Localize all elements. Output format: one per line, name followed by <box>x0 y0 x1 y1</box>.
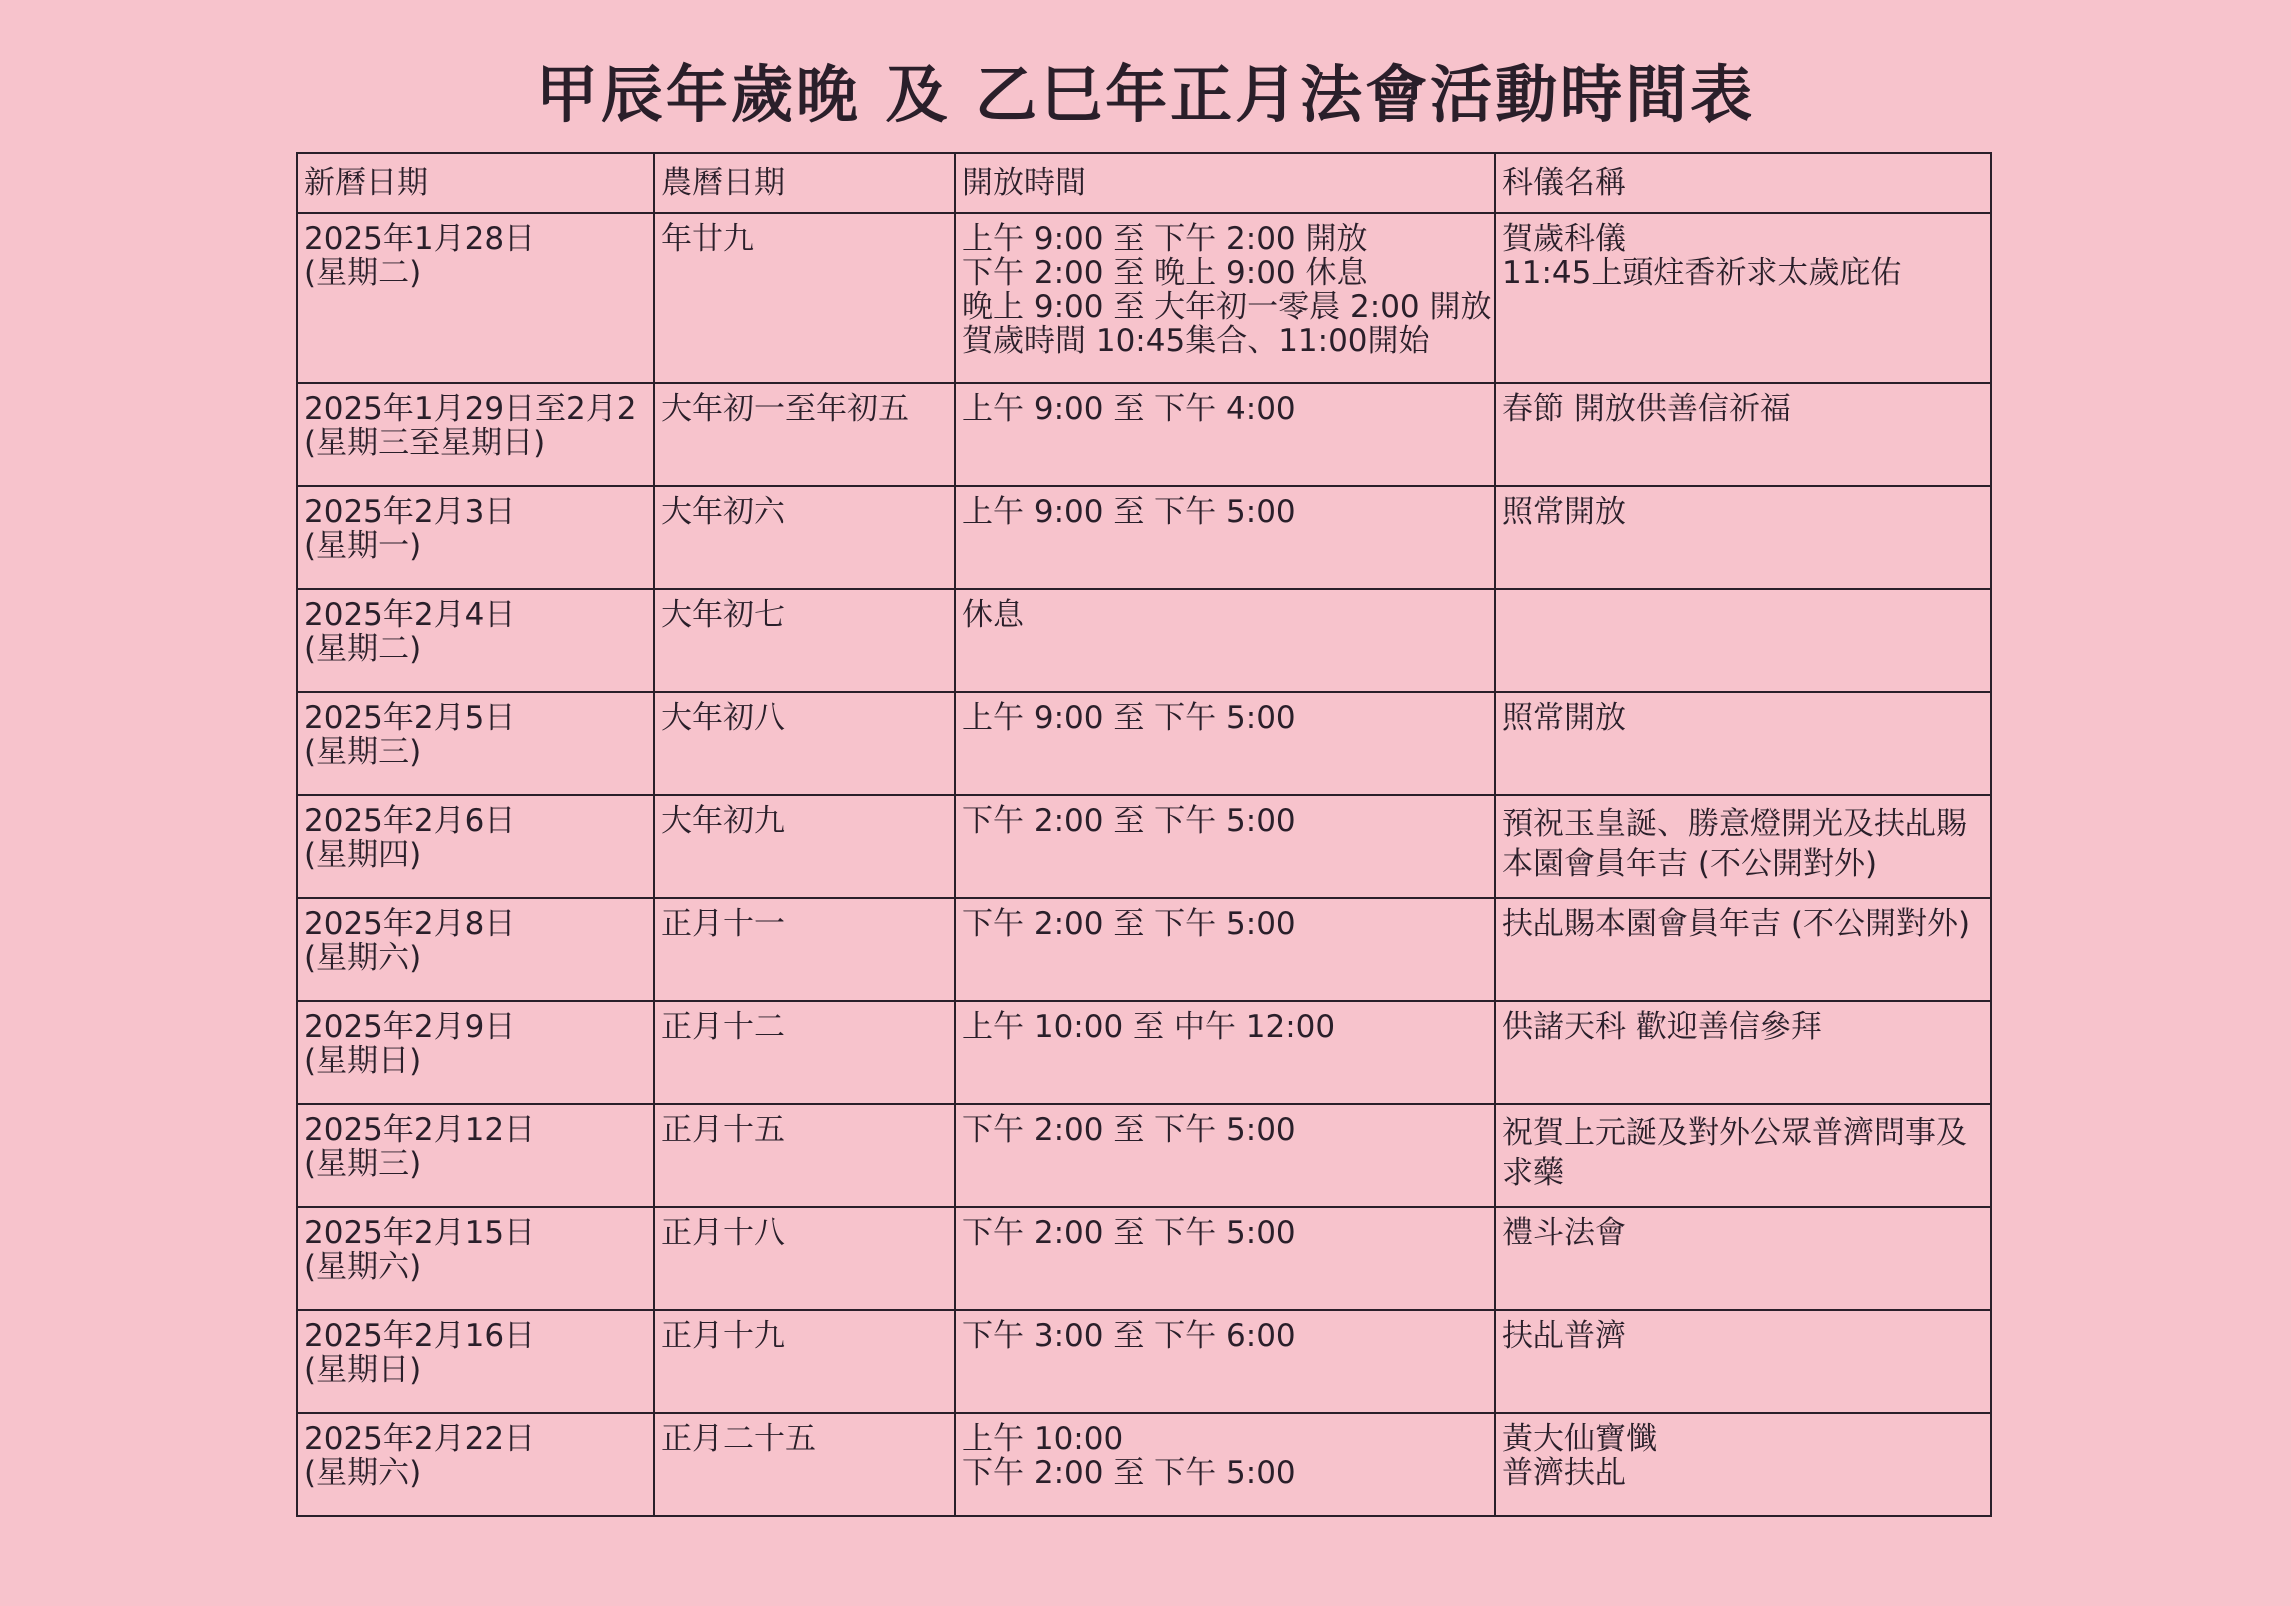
solar-date-cell <box>297 795 654 898</box>
lunar-date: 正月十八 <box>661 1215 785 1251</box>
solar-date: 2025年2月5日 <box>304 700 516 736</box>
ritual-cell <box>1495 213 1991 383</box>
weekday: (星期六) <box>304 1249 422 1285</box>
lunar-date-cell <box>654 1001 955 1104</box>
table-row <box>297 589 1991 692</box>
weekday: (星期一) <box>304 528 422 564</box>
solar-date: 2025年2月3日 <box>304 494 516 530</box>
weekday: (星期三) <box>304 734 422 770</box>
header-lunar-date: 農曆日期 <box>654 153 955 213</box>
solar-date: 2025年1月28日 <box>304 221 536 257</box>
ritual-cell <box>1495 1207 1991 1310</box>
weekday: (星期二) <box>304 631 422 667</box>
table-row <box>297 692 1991 795</box>
lunar-date: 正月二十五 <box>661 1421 816 1457</box>
weekday: (星期日) <box>304 1352 422 1388</box>
ritual-line: 照常開放 <box>1502 494 1626 530</box>
ritual-cell <box>1495 383 1991 486</box>
solar-date-cell <box>297 383 654 486</box>
time-line: 上午 9:00 至 下午 5:00 <box>962 494 1296 530</box>
weekday: (星期六) <box>304 940 422 976</box>
time-line: 下午 2:00 至 下午 5:00 <box>962 1455 1296 1491</box>
time-line: 上午 9:00 至 下午 2:00 開放 <box>962 221 1368 257</box>
open-time-cell <box>955 795 1495 898</box>
table-row <box>297 1001 1991 1104</box>
table-row <box>297 1207 1991 1310</box>
solar-date: 2025年2月16日 <box>304 1318 536 1354</box>
solar-date-cell <box>297 486 654 589</box>
table-row <box>297 795 1991 898</box>
lunar-date-cell <box>654 486 955 589</box>
page-title: 甲辰年歲晚 及 乙巳年正月法會活動時間表 <box>535 58 1756 131</box>
ritual-line: 照常開放 <box>1502 700 1626 736</box>
solar-date-cell <box>297 1310 654 1413</box>
weekday: (星期三) <box>304 1146 422 1182</box>
open-time-cell <box>955 486 1495 589</box>
solar-date-cell <box>297 589 654 692</box>
lunar-date: 正月十二 <box>661 1009 785 1045</box>
lunar-date: 大年初九 <box>661 803 785 839</box>
time-line: 下午 2:00 至 下午 5:00 <box>962 906 1296 942</box>
open-time-cell <box>955 692 1495 795</box>
solar-date-cell <box>297 692 654 795</box>
solar-date-cell <box>297 213 654 383</box>
weekday: (星期六) <box>304 1455 422 1491</box>
lunar-date: 正月十一 <box>661 906 785 942</box>
lunar-date: 年廿九 <box>661 221 754 257</box>
open-time-cell <box>955 898 1495 1001</box>
header-ritual: 科儀名稱 <box>1495 153 1991 213</box>
lunar-date-cell <box>654 1310 955 1413</box>
table-row <box>297 1413 1991 1516</box>
solar-date-cell <box>297 1104 654 1207</box>
solar-date: 2025年2月4日 <box>304 597 516 633</box>
ritual-line: 普濟扶乩 <box>1502 1455 1626 1491</box>
open-time-cell <box>955 1001 1495 1104</box>
solar-date-cell <box>297 1207 654 1310</box>
lunar-date-cell <box>654 213 955 383</box>
time-line: 上午 10:00 <box>962 1421 1124 1457</box>
open-time-cell <box>955 589 1495 692</box>
ritual-line: 供諸天科 歡迎善信參拜 <box>1502 1009 1822 1045</box>
table-row <box>297 1104 1991 1207</box>
solar-date: 2025年2月15日 <box>304 1215 536 1251</box>
open-time-cell <box>955 1310 1495 1413</box>
time-line: 上午 9:00 至 下午 5:00 <box>962 700 1296 736</box>
weekday: (星期三至星期日) <box>304 425 546 461</box>
solar-date: 2025年2月22日 <box>304 1421 536 1457</box>
weekday: (星期二) <box>304 255 422 291</box>
solar-date-cell <box>297 1001 654 1104</box>
solar-date: 2025年2月12日 <box>304 1112 536 1148</box>
ritual-line: 禮斗法會 <box>1502 1215 1626 1251</box>
time-line: 下午 2:00 至 下午 5:00 <box>962 1215 1296 1251</box>
time-line: 賀歲時間 10:45集合、11:00開始 <box>962 323 1430 359</box>
lunar-date-cell <box>654 383 955 486</box>
open-time-cell <box>955 213 1495 383</box>
lunar-date-cell <box>654 1207 955 1310</box>
open-time-cell <box>955 1104 1495 1207</box>
ritual-line: 祝賀上元誕及對外公眾普濟問事及求藥 <box>1502 1115 1967 1191</box>
ritual-line: 春節 開放供善信祈福 <box>1502 391 1791 427</box>
ritual-line: 黃大仙寶懺 <box>1502 1421 1657 1457</box>
time-line: 休息 <box>962 597 1024 633</box>
ritual-line: 扶乩普濟 <box>1502 1318 1626 1354</box>
lunar-date-cell <box>654 589 955 692</box>
ritual-cell <box>1495 692 1991 795</box>
header-row <box>297 153 1991 213</box>
lunar-date: 大年初八 <box>661 700 785 736</box>
header-solar-date: 新曆日期 <box>297 153 654 213</box>
time-line: 上午 9:00 至 下午 4:00 <box>962 391 1296 427</box>
ritual-cell <box>1495 1413 1991 1516</box>
lunar-date: 大年初七 <box>661 597 785 633</box>
lunar-date: 大年初一至年初五 <box>661 391 909 427</box>
ritual-cell <box>1495 898 1991 1001</box>
weekday: (星期日) <box>304 1043 422 1079</box>
lunar-date-cell <box>654 692 955 795</box>
table-row <box>297 383 1991 486</box>
lunar-date: 大年初六 <box>661 494 785 530</box>
ritual-cell <box>1495 1310 1991 1413</box>
time-line: 下午 2:00 至 晚上 9:00 休息 <box>962 255 1368 291</box>
table-row <box>297 486 1991 589</box>
ritual-line: 賀歲科儀 <box>1502 221 1626 257</box>
time-line: 下午 3:00 至 下午 6:00 <box>962 1318 1296 1354</box>
lunar-date-cell <box>654 1104 955 1207</box>
lunar-date-cell <box>654 898 955 1001</box>
time-line: 下午 2:00 至 下午 5:00 <box>962 1112 1296 1148</box>
open-time-cell <box>955 383 1495 486</box>
lunar-date-cell <box>654 795 955 898</box>
ritual-line: 扶乩賜本園會員年吉 (不公開對外) <box>1502 906 1971 942</box>
lunar-date-cell <box>654 1413 955 1516</box>
schedule-table <box>296 152 1992 1517</box>
ritual-line: 11:45上頭炷香祈求太歲庇佑 <box>1502 255 1902 291</box>
ritual-cell <box>1495 1104 1991 1207</box>
time-line: 下午 2:00 至 下午 5:00 <box>962 803 1296 839</box>
solar-date: 2025年2月6日 <box>304 803 516 839</box>
solar-date-cell <box>297 898 654 1001</box>
solar-date: 2025年2月9日 <box>304 1009 516 1045</box>
ritual-cell <box>1495 1001 1991 1104</box>
table-row <box>297 1310 1991 1413</box>
time-line: 上午 10:00 至 中午 12:00 <box>962 1009 1336 1045</box>
header-open-time: 開放時間 <box>955 153 1495 213</box>
ritual-cell <box>1495 795 1991 898</box>
open-time-cell <box>955 1413 1495 1516</box>
lunar-date: 正月十九 <box>661 1318 785 1354</box>
lunar-date: 正月十五 <box>661 1112 785 1148</box>
open-time-cell <box>955 1207 1495 1310</box>
weekday: (星期四) <box>304 837 422 873</box>
ritual-cell <box>1495 589 1991 692</box>
solar-date: 2025年1月29日至2月2 <box>304 391 637 427</box>
time-line: 晚上 9:00 至 大年初一零晨 2:00 開放 <box>962 289 1492 325</box>
table-row <box>297 898 1991 1001</box>
ritual-line: 預祝玉皇誕、勝意燈開光及扶乩賜本園會員年吉 (不公開對外) <box>1502 806 1967 882</box>
solar-date-cell <box>297 1413 654 1516</box>
table-row <box>297 213 1991 383</box>
ritual-cell <box>1495 486 1991 589</box>
solar-date: 2025年2月8日 <box>304 906 516 942</box>
